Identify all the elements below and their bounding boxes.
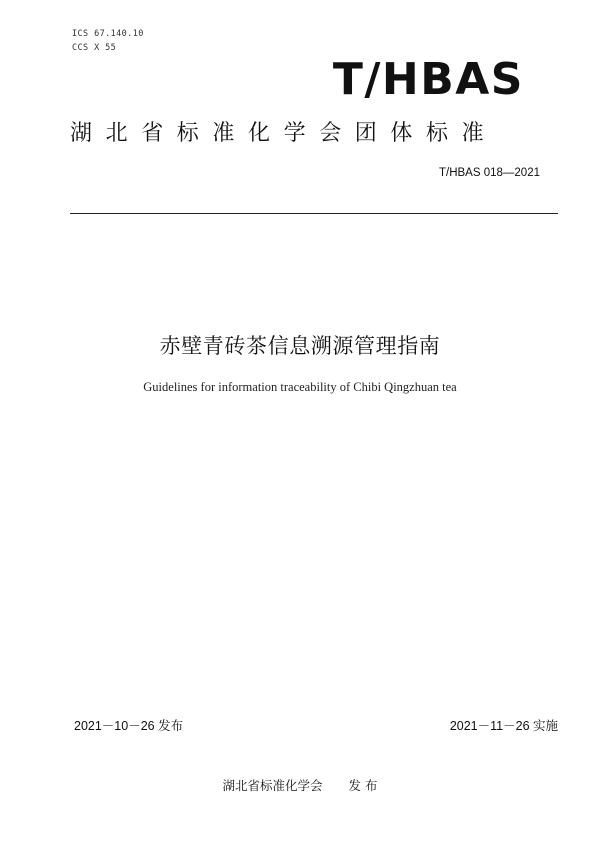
document-title-chinese: 赤壁青砖茶信息溯源管理指南 [159,334,441,358]
standard-number: T/HBAS 018—2021 [438,167,540,179]
publisher-action: 发 布 [348,778,378,793]
publisher-line [0,776,600,794]
issue-date: 2021－10－26 发布 [74,719,184,733]
ccs-code: CCS X 55 [72,43,117,53]
implementation-date: 2021－11－26 实施 [449,719,558,733]
document-title-english: Guidelines for information traceability of Chibi Qingzhuan tea [143,380,457,394]
publisher-name: 湖北省标准化学会 [222,778,323,793]
header-divider [70,213,558,214]
ics-code: ICS 67.140.10 [72,29,144,39]
organization-standard-title: 湖北省标准化学会团体标准 [70,121,498,146]
standard-code-logo: T/HBAS [332,54,524,105]
